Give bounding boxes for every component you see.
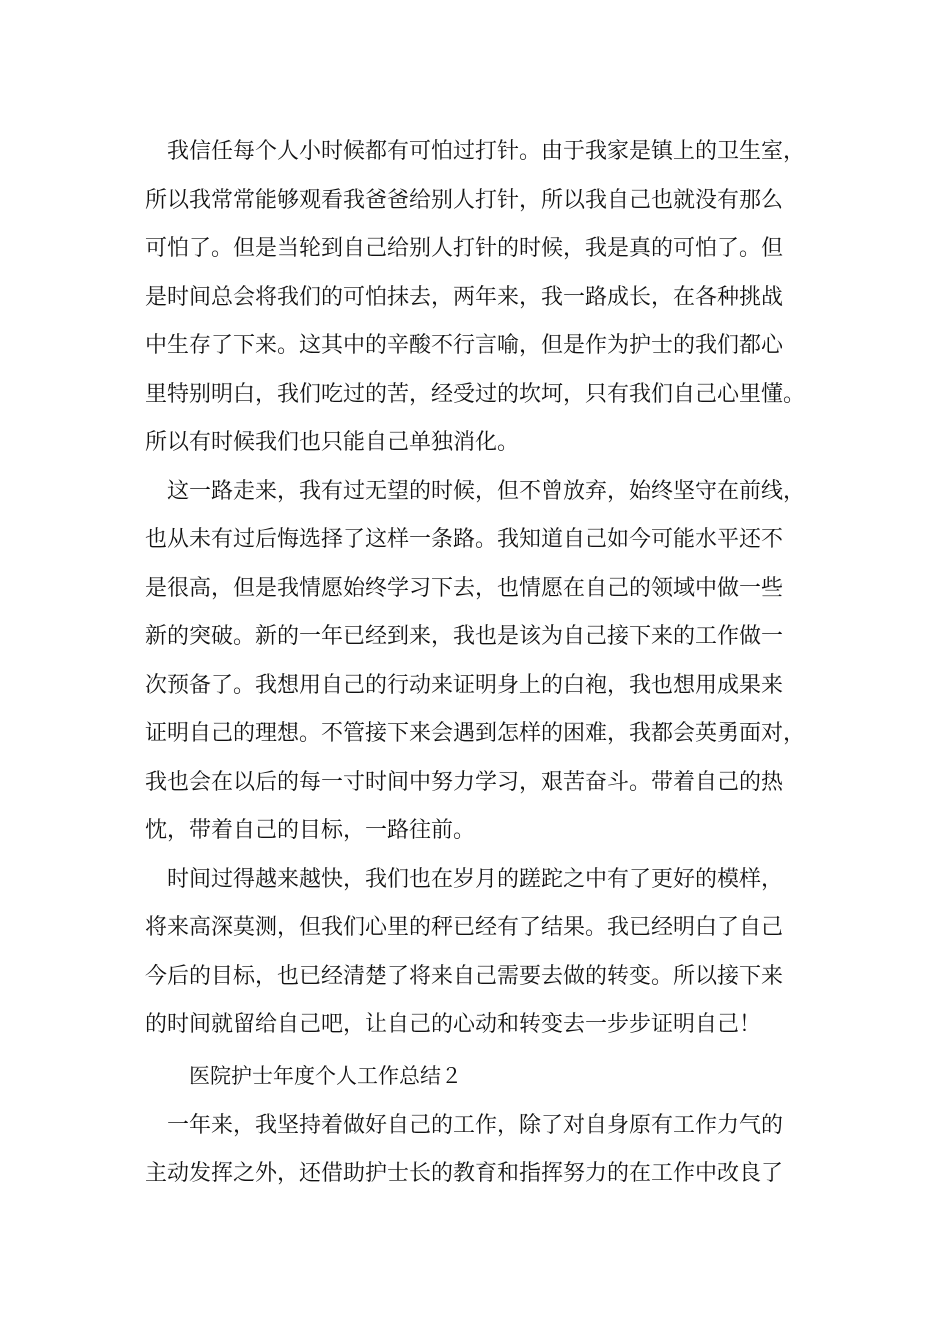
text-line: 也从未有过后悔选择了这样一条路。我知道自己如今可能水平还不 — [145, 527, 784, 552]
paragraph-3 — [145, 856, 820, 1050]
text-line: 证明自己的理想。不管接下来会遇到怎样的困难，我都会英勇面对， — [145, 721, 806, 746]
text-line: 忱，带着自己的目标，一路往前。 — [145, 818, 476, 843]
text-line: 是很高，但是我情愿始终学习下去，也情愿在自己的领域中做一些 — [145, 575, 784, 601]
paragraph-2 — [145, 468, 820, 856]
text-line: 我也会在以后的每一寸时间中努力学习，艰苦奋斗。带着自己的热 — [145, 769, 784, 795]
document-body — [145, 128, 820, 1199]
text-line: 所以有时候我们也只能自己单独消化。 — [145, 430, 520, 455]
text-line: 是时间总会将我们的可怕抹去，两年来，我一路成长，在各种挑战 — [145, 284, 784, 310]
text-line: 一年来，我坚持着做好自己的工作，除了对自身原有工作力气的 — [167, 1112, 784, 1138]
text-line: 将来高深莫测，但我们心里的秤已经有了结果。我已经明白了自己 — [145, 915, 784, 940]
text-line: 这一路走来，我有过无望的时候，但不曾放弃，始终坚守在前线， — [167, 478, 806, 504]
text-line: 次预备了。我想用自己的行动来证明身上的白袍，我也想用成果来 — [145, 672, 784, 698]
text-line: 的时间就留给自己吧，让自己的心动和转变去一步步证明自己！ — [145, 1012, 762, 1037]
text-line: 我信任每个人小时候都有可怕过打针。由于我家是镇上的卫生室， — [167, 139, 806, 164]
text-line: 里特别明白，我们吃过的苦，经受过的坎坷，只有我们自己心里懂。 — [145, 381, 806, 407]
text-line: 所以我常常能够观看我爸爸给别人打针，所以我自己也就没有那么 — [145, 187, 784, 213]
text-line: 今后的目标，也已经清楚了将来自己需要去做的转变。所以接下来 — [145, 963, 784, 989]
text-line: 可怕了。但是当轮到自己给别人打针的时候，我是真的可怕了。但 — [145, 236, 784, 261]
paragraph-4 — [145, 1102, 820, 1199]
paragraph-1 — [145, 128, 820, 468]
text-line: 中生存了下来。这其中的辛酸不行言喻，但是作为护士的我们都心 — [145, 333, 784, 358]
text-line: 时间过得越来越快，我们也在岁月的蹉跎之中有了更好的模样， — [167, 866, 784, 892]
text-line: 新的突破。新的一年已经到来，我也是该为自己接下来的工作做一 — [145, 624, 784, 649]
text-line: 主动发挥之外，还借助护士长的教育和指挥努力的在工作中改良了 — [145, 1161, 784, 1186]
section-heading: 医院护士年度个人工作总结２ — [189, 1063, 462, 1088]
